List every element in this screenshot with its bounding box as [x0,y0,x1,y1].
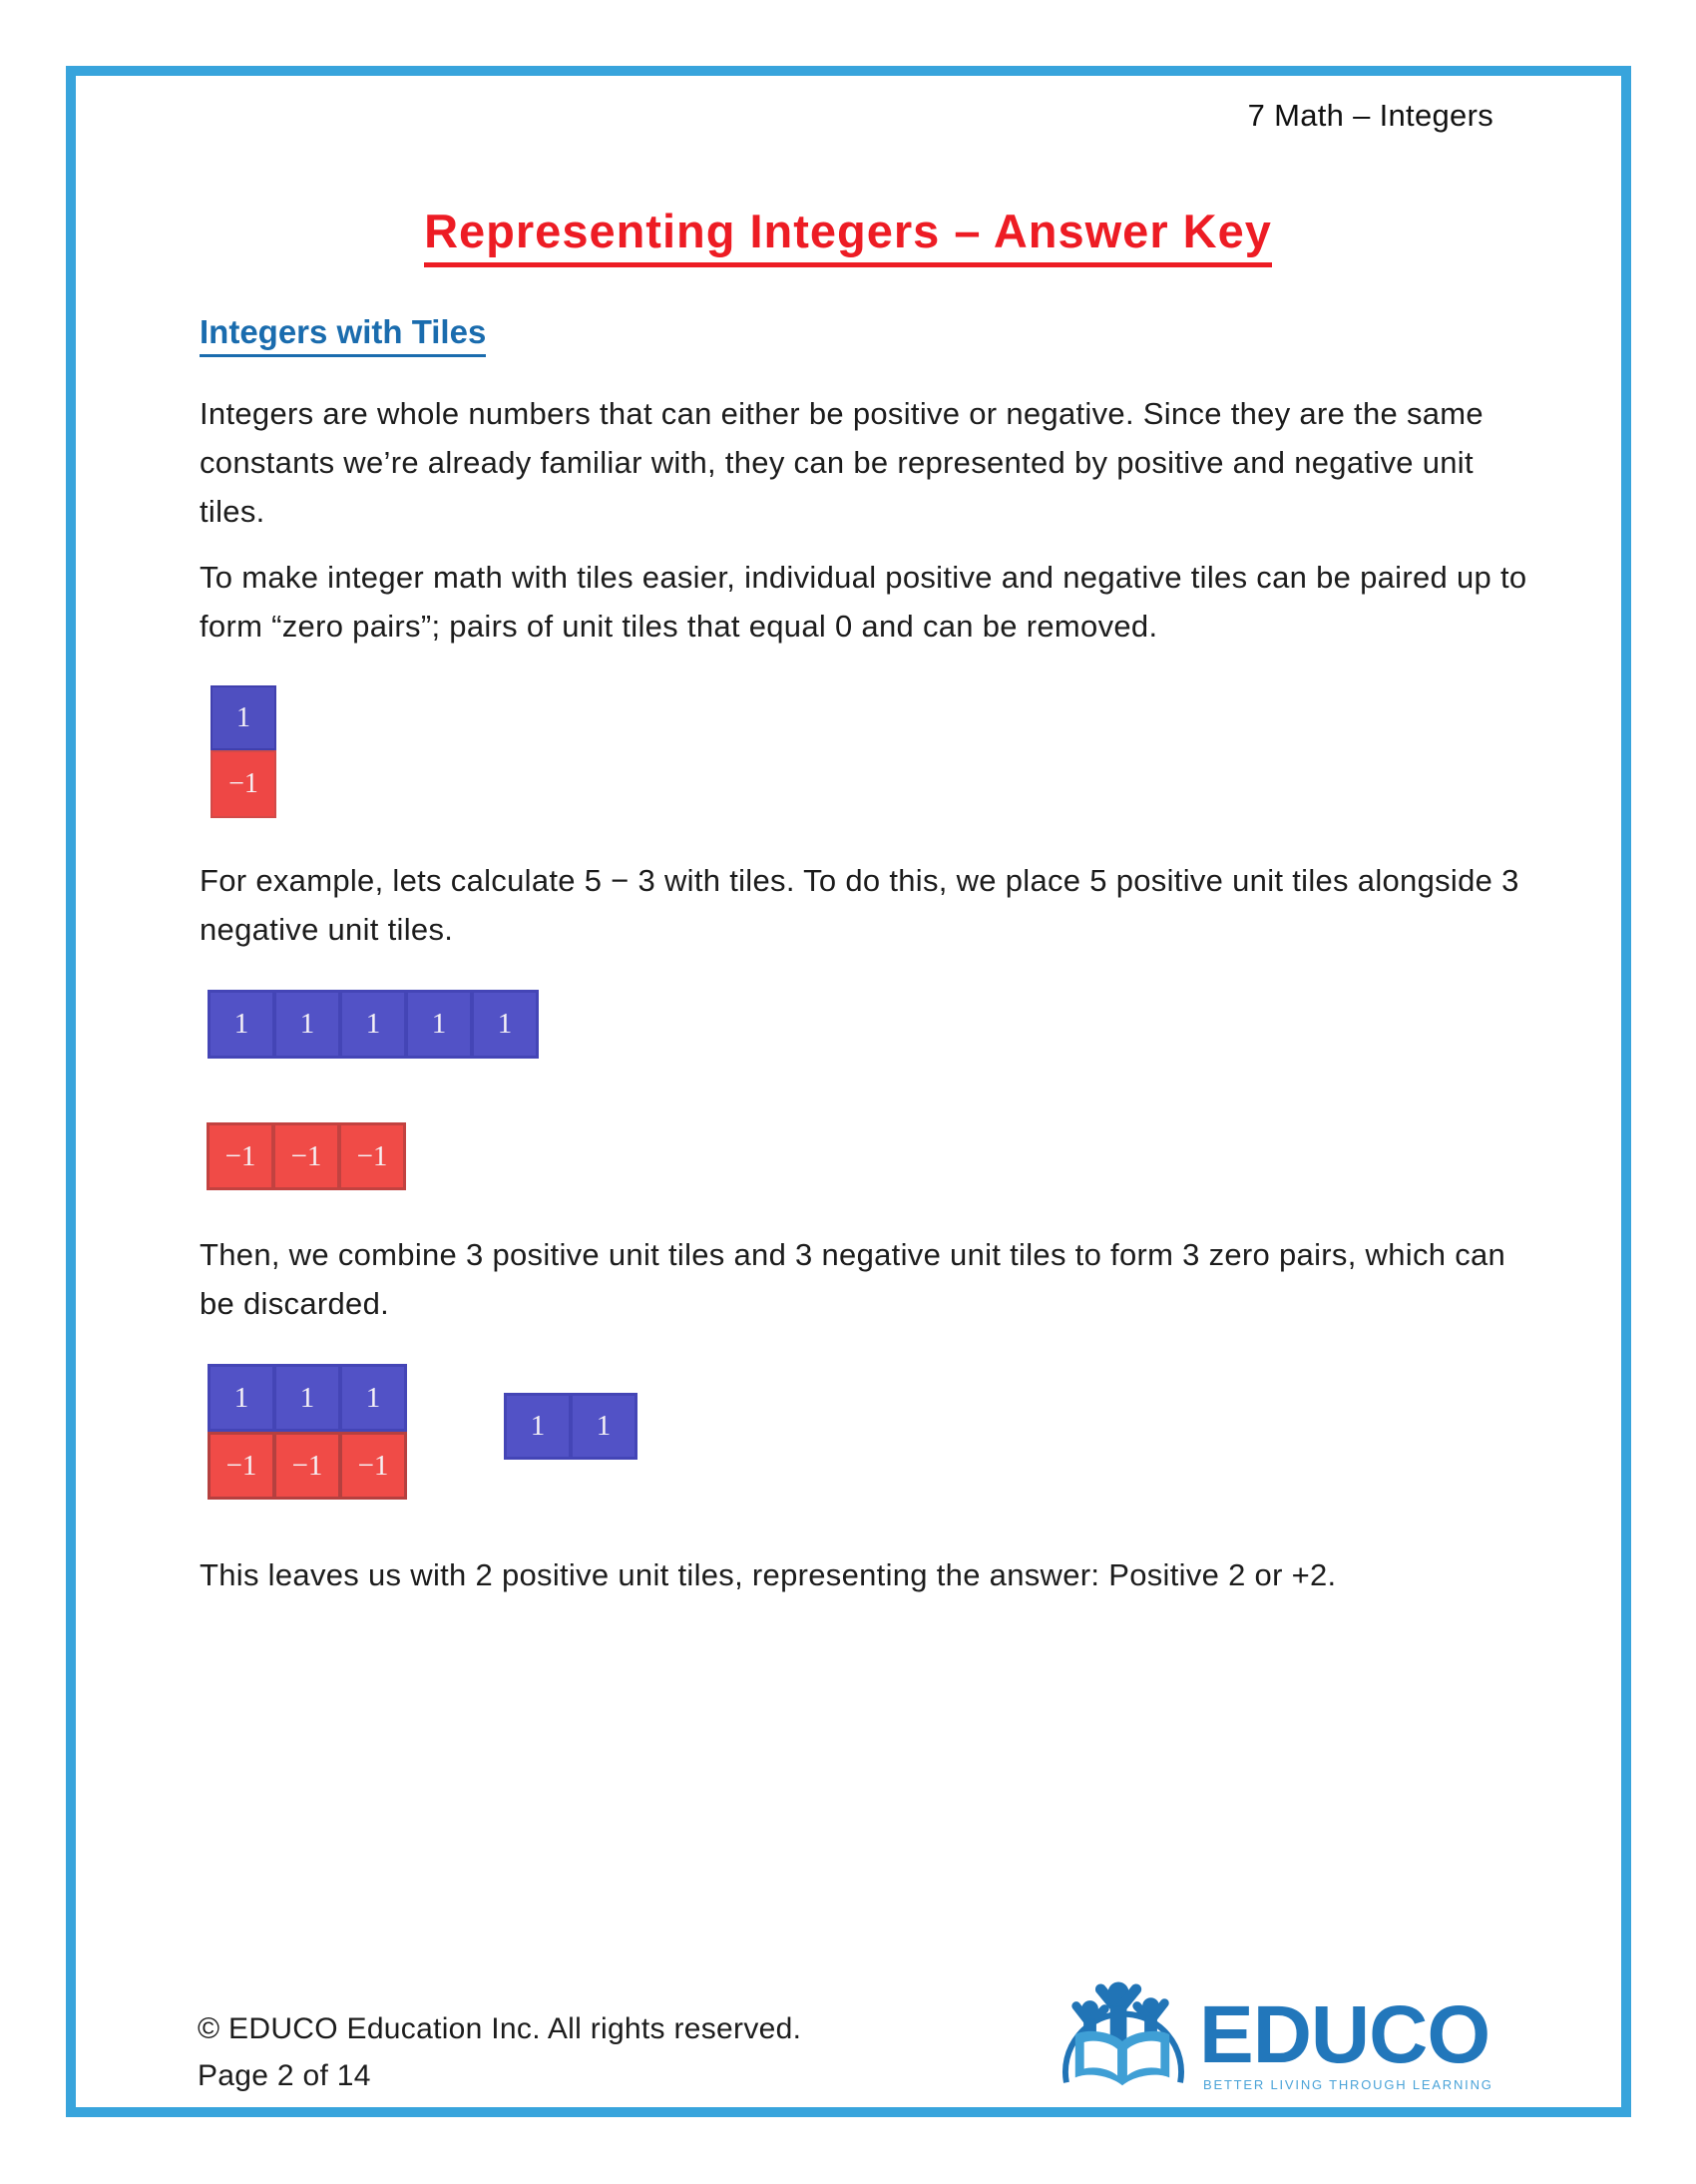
negative-tile: −1 [341,1125,403,1187]
negative-tile: −1 [211,1435,272,1497]
positive-tile: 1 [211,993,272,1056]
figure-two-positive-tiles [504,1393,637,1460]
positive-tile: 1 [507,1396,569,1457]
negative-tile: −1 [275,1125,337,1187]
zero-pairs-positive-row [208,1364,407,1432]
positive-tile: 1 [573,1396,635,1457]
copyright-text: © EDUCO Education Inc. All rights reserved. [198,2012,802,2045]
paragraph-combine: Then, we combine 3 positive unit tiles and 3 negative unit tiles to form 3 zero pairs, which can be discarded. [200,1237,1506,1321]
title-row [0,204,1696,267]
paragraph-answer: This leaves us with 2 positive unit tiles, representing the answer: Positive 2 or +2. [200,1557,1337,1592]
section-heading [200,313,486,357]
positive-tile: 1 [342,1367,404,1429]
positive-tile: 1 [474,993,536,1056]
section-heading-text: Integers with Tiles [200,313,486,357]
positive-tile: 1 [342,993,404,1056]
page-number: Page 2 of 14 [198,2059,371,2092]
educo-logo-tagline: BETTER LIVING THROUGH LEARNING [1203,2077,1493,2092]
positive-tile: 1 [211,685,276,750]
paragraph-zero-pairs: To make integer math with tiles easier, individual positive and negative tiles can be paired up to form “zero pairs”; pairs of unit tiles that equal 0 and can be removed. [200,560,1527,644]
educo-logo [1054,1980,1502,2108]
page-border [66,66,1631,2117]
positive-tile: 1 [211,1367,272,1429]
positive-tile: 1 [408,993,470,1056]
negative-tile: −1 [210,1125,271,1187]
paragraph-example: For example, lets calculate 5 − 3 with tiles. To do this, we place 5 positive unit tiles alongside 3 negative unit tiles. [200,863,1519,947]
figure-zero-pairs-grid [208,1364,407,1500]
negative-tile: −1 [276,1435,338,1497]
educo-logo-wordmark: EDUCO [1199,1989,1490,2080]
zero-pairs-negative-row [208,1432,407,1500]
page-footer [198,2005,801,2099]
course-header: 7 Math – Integers [1247,98,1493,133]
figure-three-negative-tiles [207,1122,406,1190]
page-title: Representing Integers – Answer Key [424,204,1272,267]
negative-tile: −1 [211,750,276,818]
positive-tile: 1 [276,993,338,1056]
figure-zero-pair [211,685,276,818]
educo-logo-icon [1054,1980,1191,2102]
figure-five-positive-tiles [208,990,539,1059]
paragraph-intro: Integers are whole numbers that can either be positive or negative. Since they are the same constants we’re already familiar with, they can be represented by positive and negative unit tiles. [200,396,1484,529]
positive-tile: 1 [276,1367,338,1429]
negative-tile: −1 [342,1435,404,1497]
